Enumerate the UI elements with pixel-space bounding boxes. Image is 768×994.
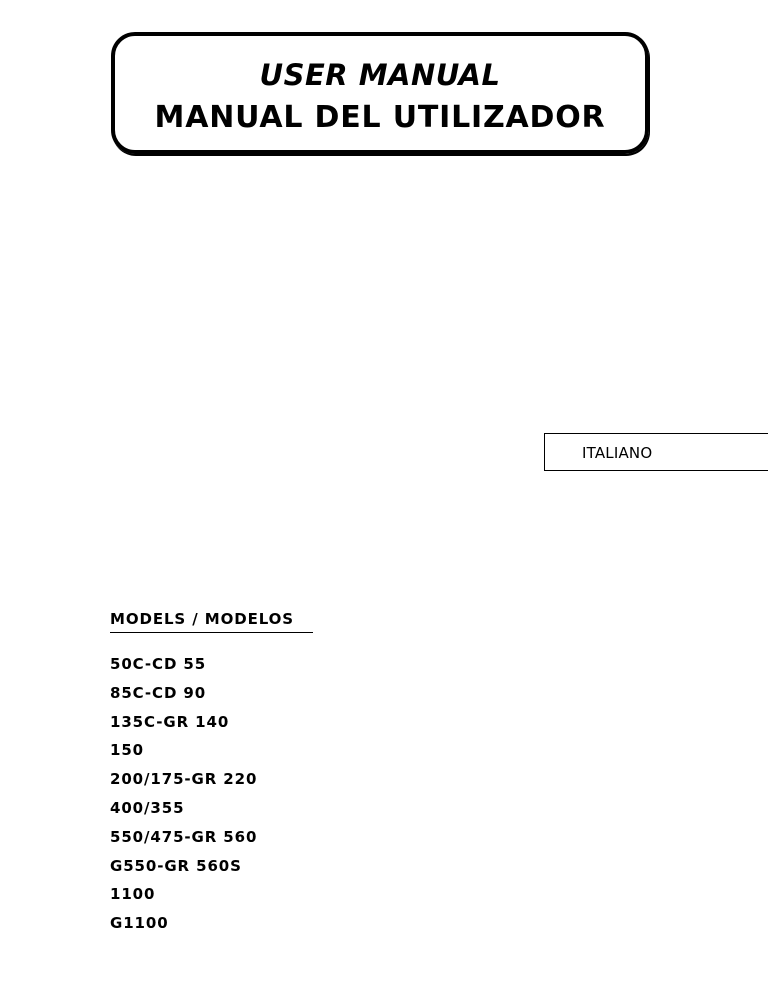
- models-heading: MODELS / MODELOS: [110, 610, 313, 633]
- model-item: 150: [110, 741, 145, 760]
- model-item: G550-GR 560S: [110, 856, 242, 875]
- model-list: [110, 655, 257, 943]
- model-item: G1100: [110, 914, 169, 933]
- model-item: 135C-GR 140: [110, 712, 230, 731]
- model-item: 50C-CD 55: [110, 655, 207, 673]
- model-item: 1100: [110, 885, 156, 904]
- model-item: 85C-CD 90: [110, 683, 207, 702]
- model-item: 200/175-GR 220: [110, 770, 258, 789]
- language-box: [544, 433, 768, 471]
- title-box: [111, 32, 649, 154]
- model-item: 400/355: [110, 798, 185, 817]
- title-manual-del-utilizador: MANUAL DEL UTILIZADOR: [154, 100, 606, 135]
- language-label: ITALIANO: [582, 444, 653, 462]
- title-user-manual: USER MANUAL: [259, 58, 501, 92]
- model-item: 550/475-GR 560: [110, 827, 258, 846]
